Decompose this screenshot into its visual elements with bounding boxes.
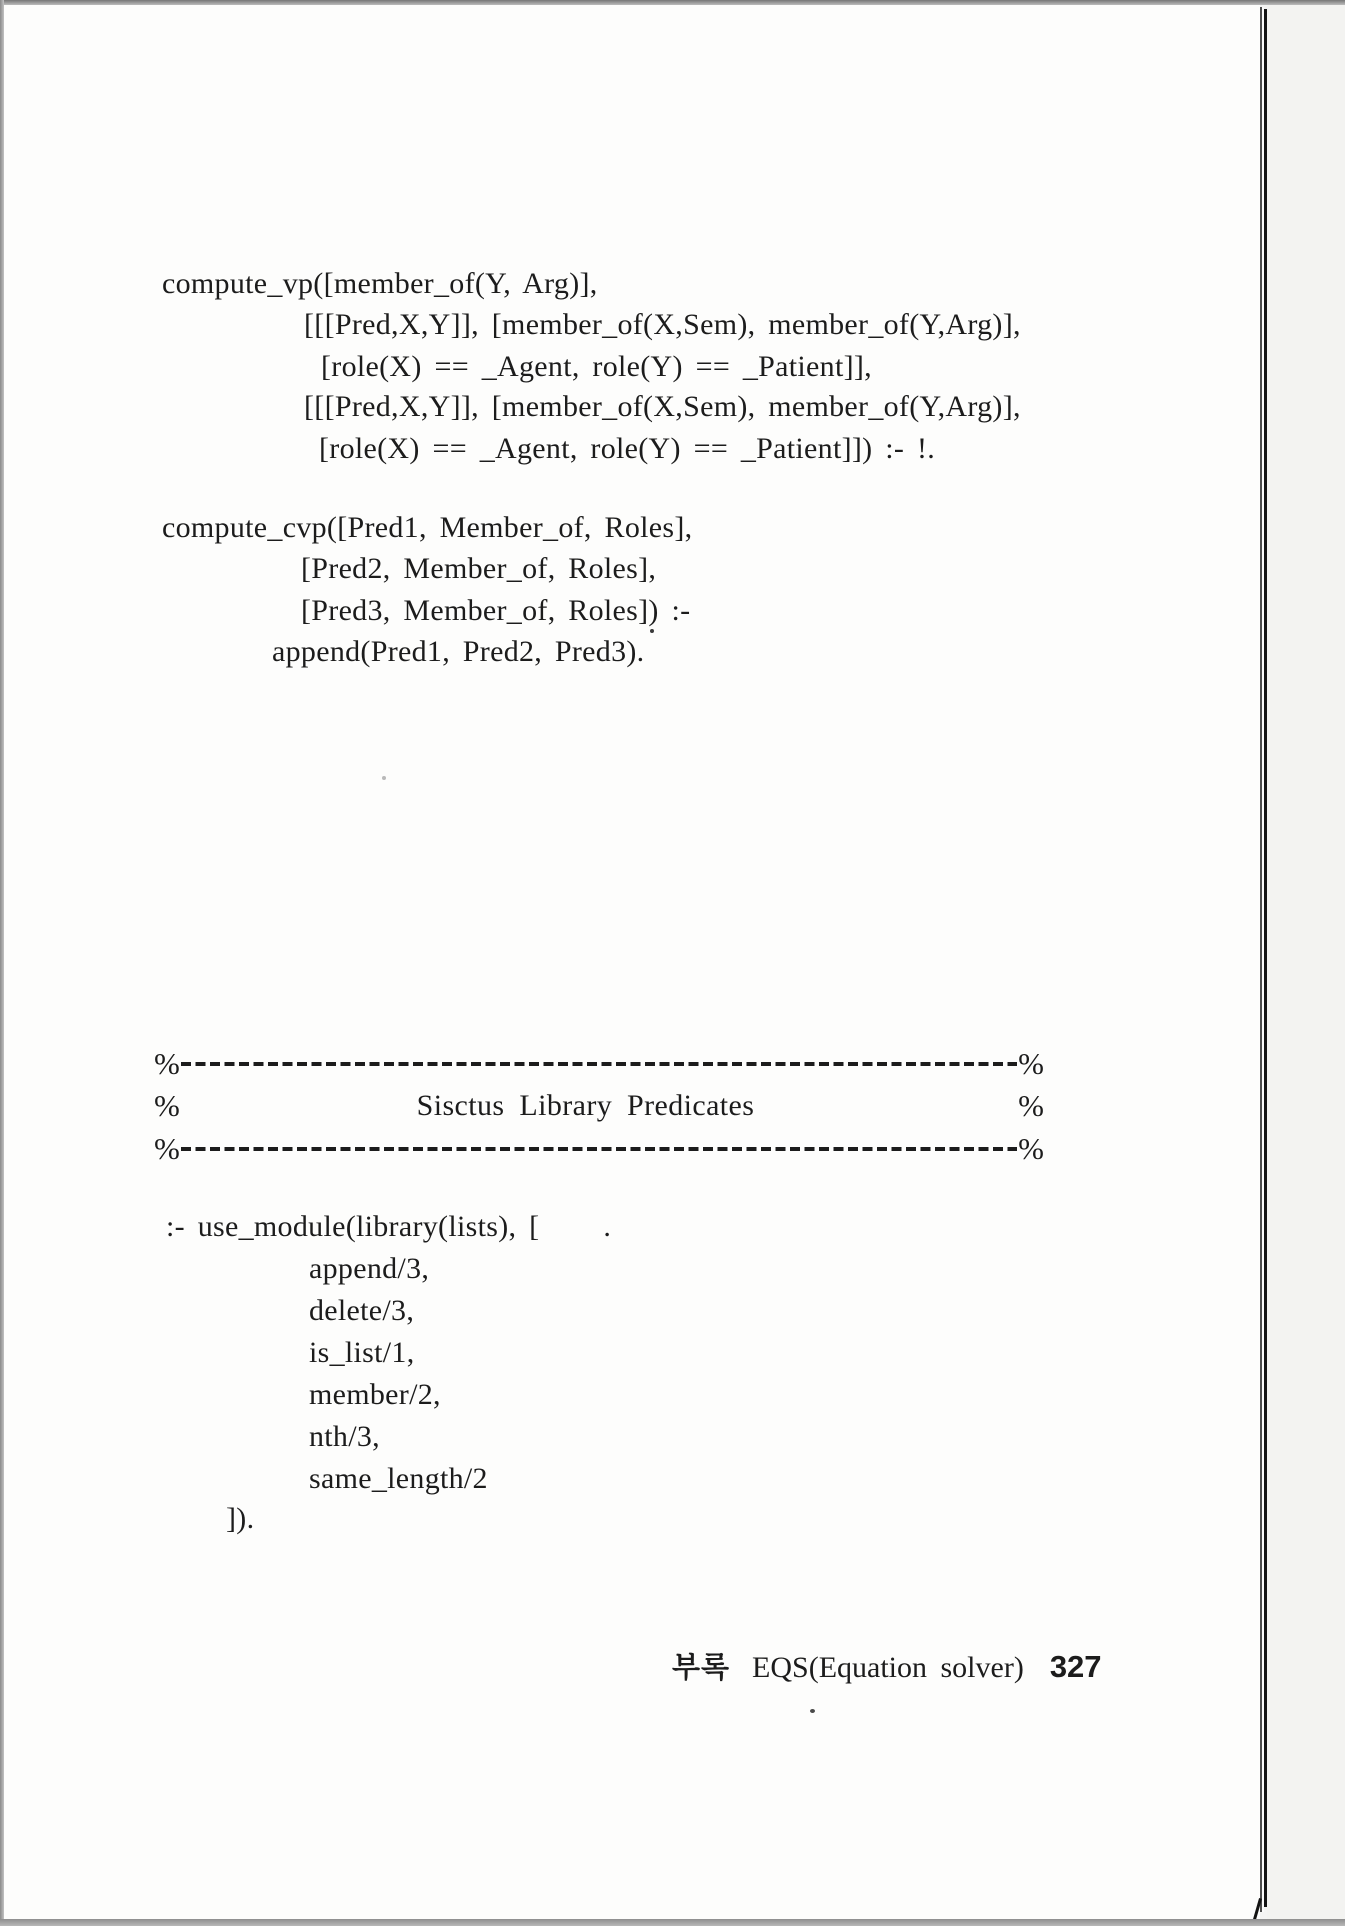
page-edge-line	[1264, 9, 1267, 1907]
code-line: [role(X) == _Agent, role(Y) == _Patient]]) :- !.	[319, 432, 936, 465]
code-line: :- use_module(library(lists), [ .	[166, 1210, 612, 1243]
code-line: same_length/2	[309, 1462, 488, 1495]
code-line: append/3,	[309, 1252, 430, 1285]
code-line: nth/3,	[309, 1420, 380, 1453]
percent-marker: %	[1018, 1046, 1044, 1081]
appendix-label: 부록	[672, 1652, 731, 1684]
scan-gutter	[1267, 5, 1345, 1919]
code-line: [Pred2, Member_of, Roles],	[301, 552, 657, 585]
scan-speck	[650, 629, 654, 633]
comment-rule-top	[154, 1047, 1044, 1081]
percent-marker: %	[154, 1046, 180, 1081]
code-line: is_list/1,	[309, 1336, 415, 1369]
comment-title-row	[154, 1089, 1044, 1123]
comment-title-container	[180, 1089, 1018, 1123]
code-line: [Pred3, Member_of, Roles]) :-	[301, 594, 691, 627]
code-line: [role(X) == _Agent, role(Y) == _Patient]],	[321, 350, 872, 383]
code-line: append(Pred1, Pred2, Pred3).	[272, 635, 645, 668]
code-line: member/2,	[309, 1378, 441, 1411]
code-line: [[[Pred,X,Y]], [member_of(X,Sem), member_of(Y,Arg)],	[304, 308, 1021, 341]
code-line: [[[Pred,X,Y]], [member_of(X,Sem), member_of(Y,Arg)],	[304, 390, 1021, 423]
percent-marker: %	[154, 1131, 180, 1166]
dashed-rule	[181, 1062, 1017, 1066]
page-number: 327	[1049, 1649, 1102, 1684]
scan-speck	[810, 1709, 815, 1713]
code-line: compute_vp([member_of(Y, Arg)],	[162, 267, 598, 300]
scan-frame-left	[0, 0, 4, 1926]
percent-marker: %	[1018, 1131, 1044, 1166]
page-paper	[4, 5, 1260, 1919]
comment-title: Sisctus Library Predicates	[416, 1089, 755, 1122]
dashed-rule	[181, 1147, 1017, 1151]
code-line: compute_cvp([Pred1, Member_of, Roles],	[162, 511, 693, 544]
comment-rule-bottom	[154, 1132, 1044, 1166]
scan-speck	[382, 776, 386, 780]
chapter-title: EQS(Equation solver)	[752, 1651, 1024, 1684]
percent-marker: %	[1018, 1088, 1044, 1123]
scan-frame-bottom	[0, 1919, 1345, 1926]
code-line: ]).	[226, 1502, 255, 1535]
percent-marker: %	[154, 1088, 180, 1123]
scan-frame-top	[0, 0, 1345, 5]
code-line: delete/3,	[309, 1294, 415, 1327]
page-footer	[672, 1645, 1102, 1684]
